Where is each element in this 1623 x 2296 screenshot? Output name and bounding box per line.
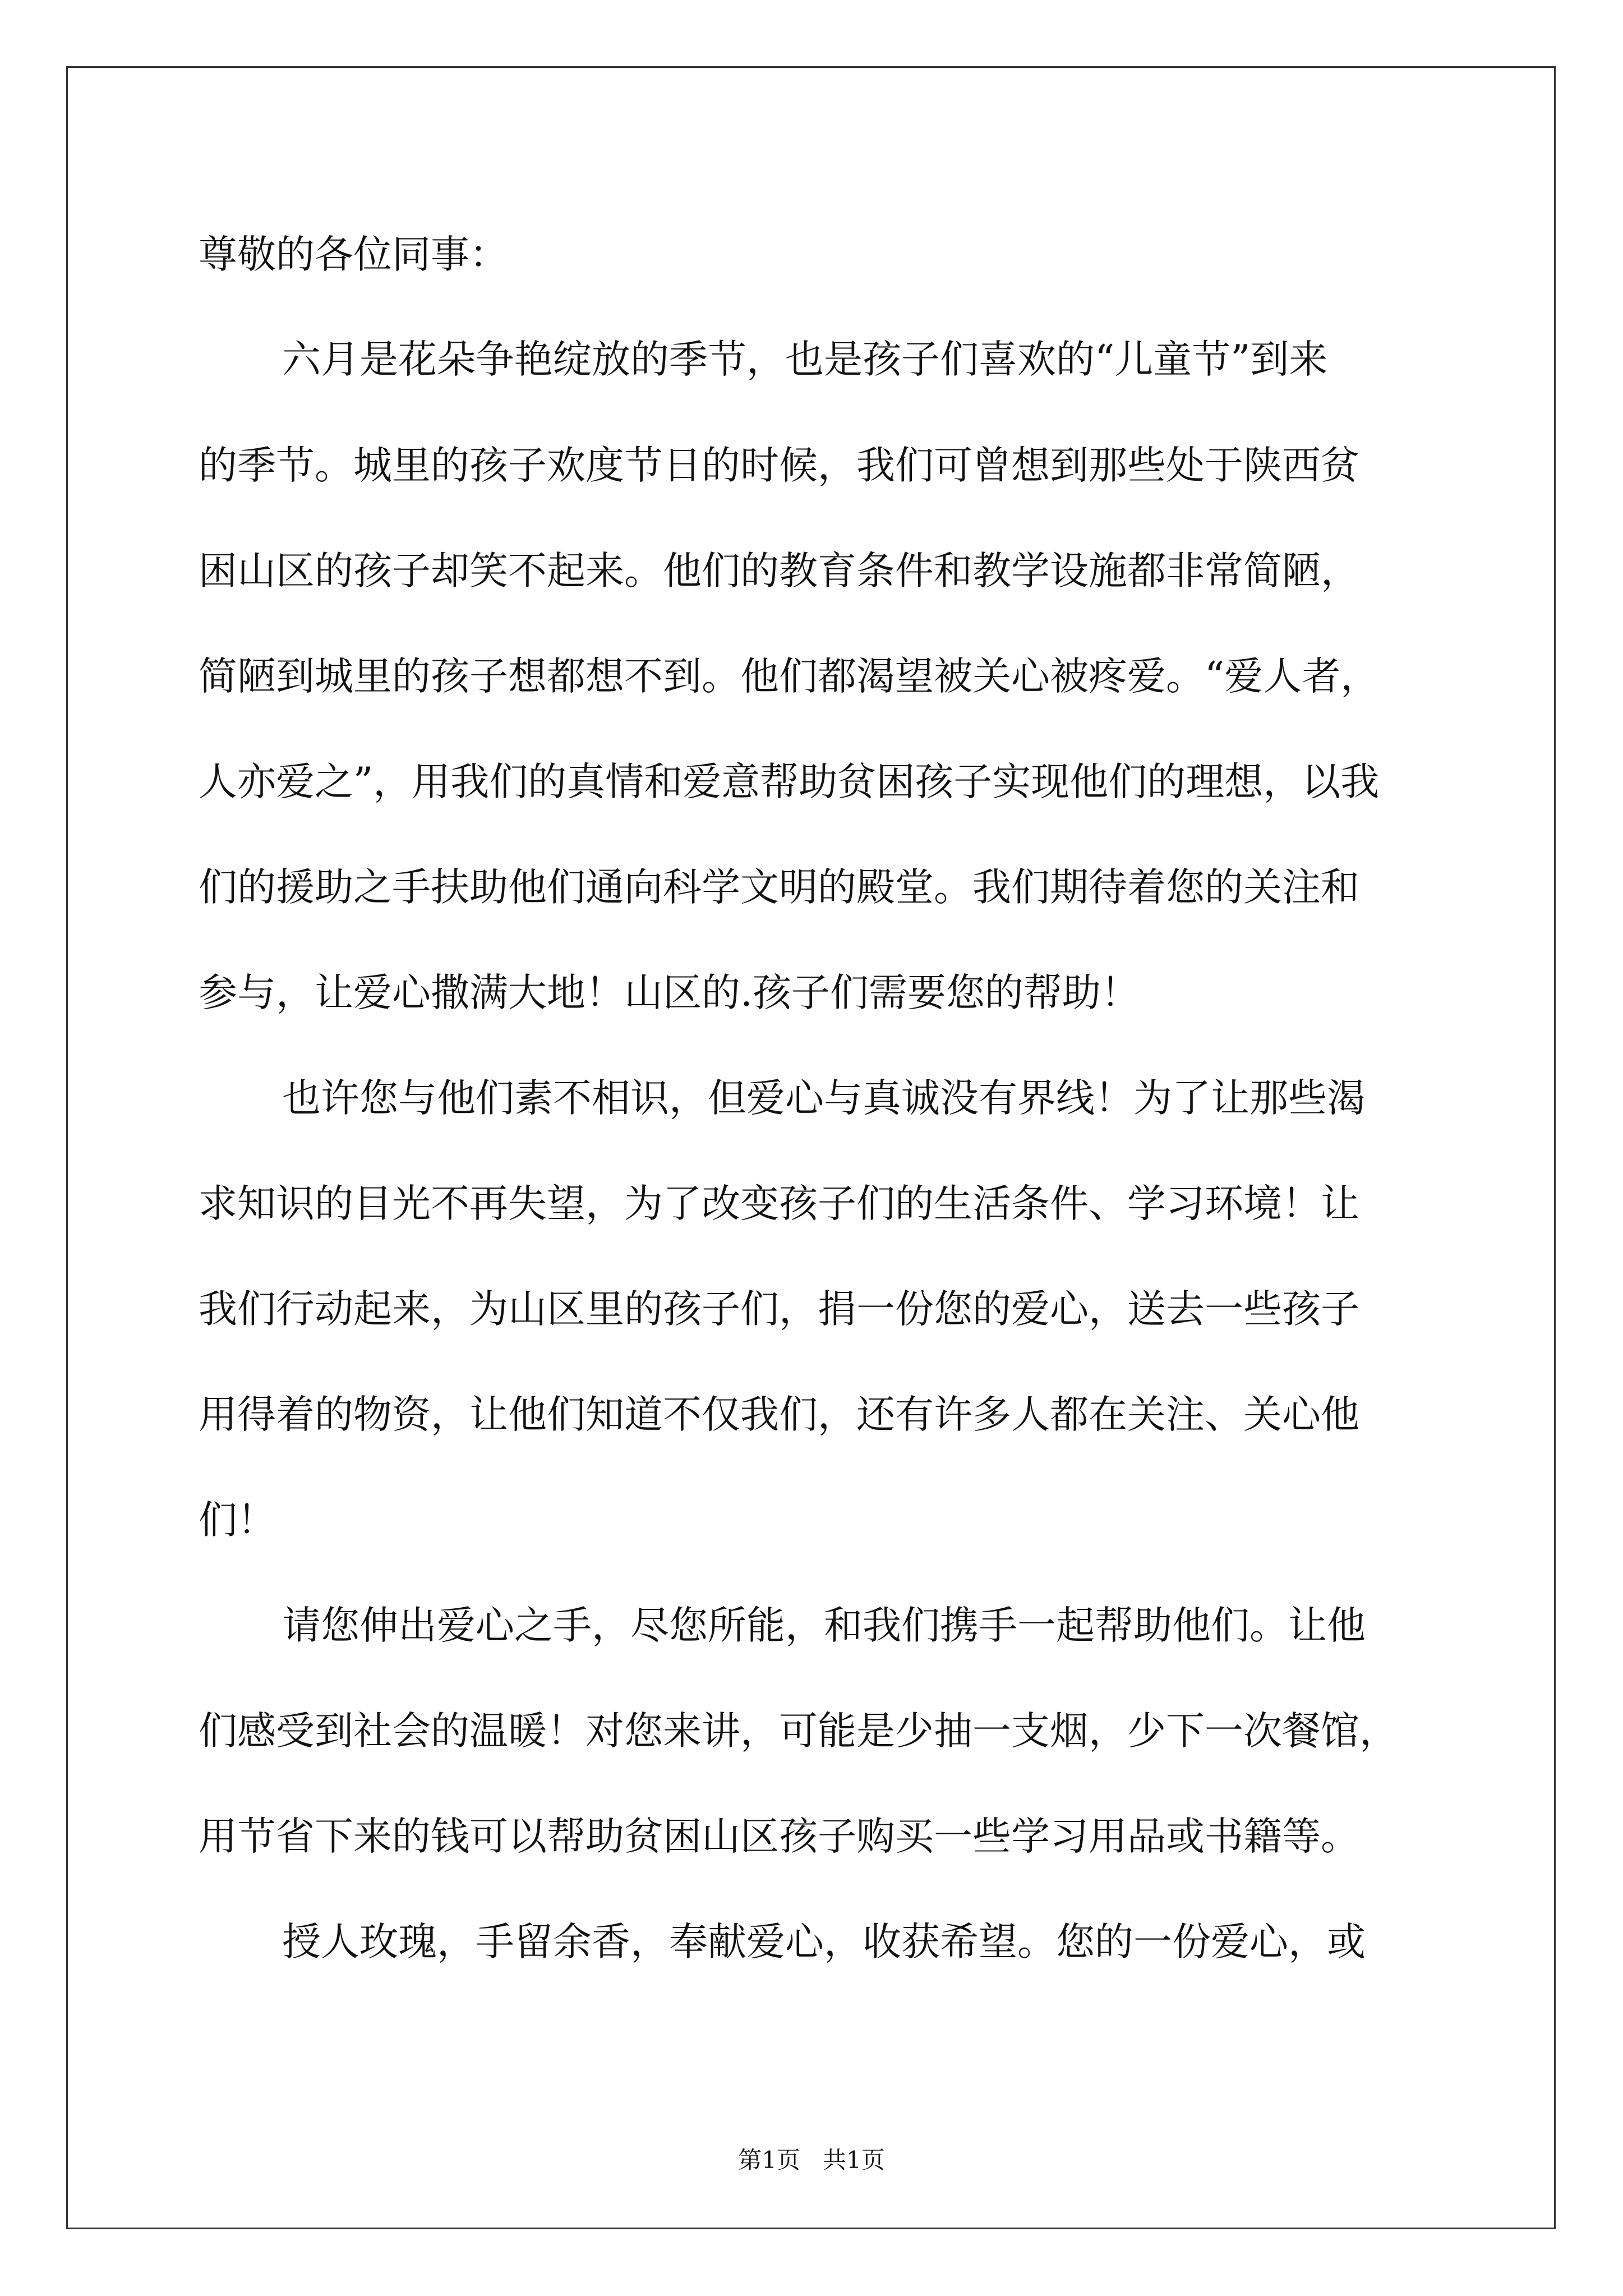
text-line: 困山区的孩子却笑不起来。他们的教育条件和教学设施都非常简陋， <box>199 549 1359 593</box>
salutation: 尊敬的各位同事： <box>199 232 508 277</box>
text-line: 的季节。城里的孩子欢度节日的时候，我们可曾想到那些处于陕西贫 <box>199 443 1359 488</box>
text-line: 参与，让爱心撒满大地！山区的.孩子们需要您的帮助！ <box>199 970 1140 1015</box>
page-footer: 第1页 共1页 <box>738 2146 885 2174</box>
text-line: 用节省下来的钱可以帮助贫困山区孩子购买一些学习用品或书籍等。 <box>199 1814 1359 1859</box>
text-line: 们感受到社会的温暖！对您来讲，可能是少抽一支烟，少下一次餐馆， <box>199 1709 1398 1754</box>
text-line: 授人玫瑰，手留余香，奉献爱心，收获希望。您的一份爱心，或 <box>282 1920 1366 1964</box>
text-line: 用得着的物资，让他们知道不仅我们，还有许多人都在关注、关心他 <box>199 1392 1359 1437</box>
text-line: 们的援助之手扶助他们通向科学文明的殿堂。我们期待着您的关注和 <box>199 865 1359 910</box>
page-border <box>66 66 1556 2229</box>
text-line: 简陋到城里的孩子想都想不到。他们都渴望被关心被疼爱。“爱人者， <box>199 654 1380 699</box>
text-line: 也许您与他们素不相识，但爱心与真诚没有界线！为了让那些渴 <box>282 1076 1366 1121</box>
text-line: 我们行动起来，为山区里的孩子们，捐一份您的爱心，送去一些孩子 <box>199 1287 1359 1332</box>
text-line: 们！ <box>199 1498 276 1543</box>
text-line: 请您伸出爱心之手，尽您所能，和我们携手一起帮助他们。让他 <box>282 1603 1366 1648</box>
text-line: 求知识的目光不再失望，为了改变孩子们的生活条件、学习环境！让 <box>199 1181 1359 1226</box>
text-line: 人亦爱之”，用我们的真情和爱意帮助贫困孩子实现他们的理想，以我 <box>199 760 1380 804</box>
text-line: 六月是花朵争艳绽放的季节，也是孩子们喜欢的“儿童节”到来 <box>282 337 1328 382</box>
